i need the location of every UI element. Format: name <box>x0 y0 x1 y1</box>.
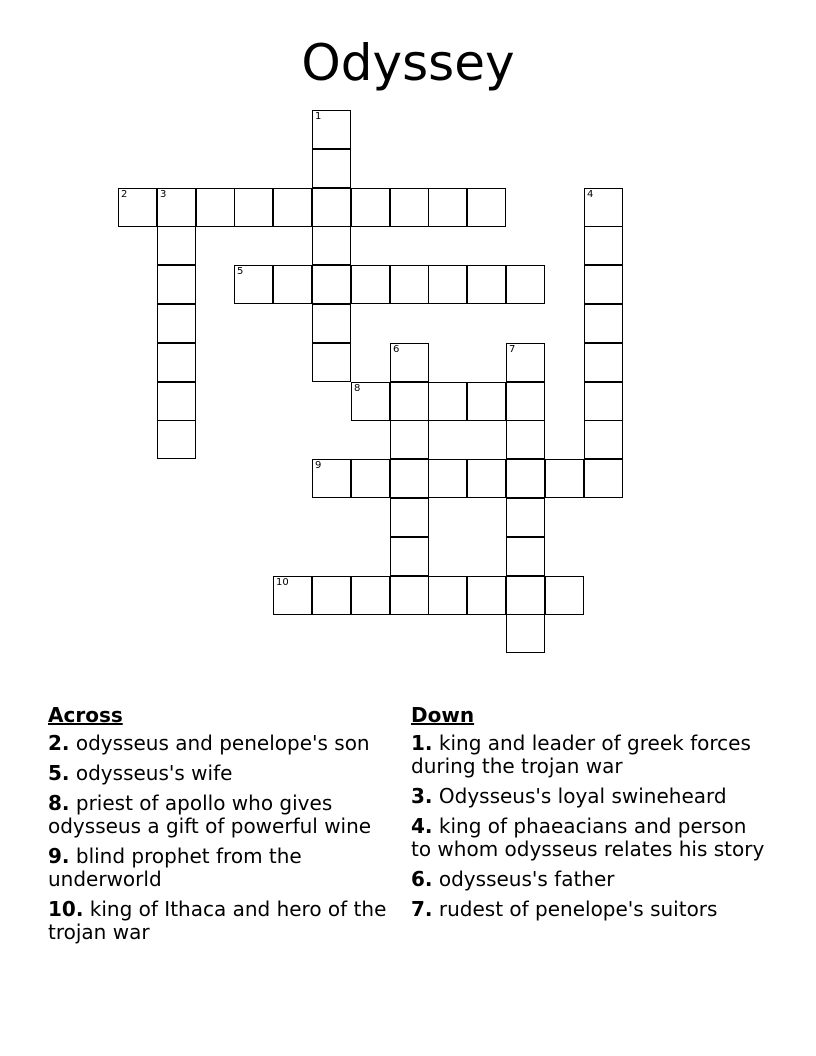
grid-cell[interactable] <box>312 188 351 227</box>
clue-down-1: 1. king and leader of greek forces during the trojan war <box>411 731 751 778</box>
grid-cell[interactable] <box>157 226 196 265</box>
grid-cell[interactable] <box>506 537 545 576</box>
grid-cell[interactable] <box>584 420 623 459</box>
grid-cell[interactable] <box>312 149 351 188</box>
grid-cell[interactable] <box>428 382 467 421</box>
across-clues <box>48 703 408 951</box>
grid-cell[interactable] <box>196 188 235 227</box>
grid-cell[interactable] <box>467 576 506 615</box>
clue-across-5: 5. odysseus's wife <box>48 761 233 785</box>
grid-cell[interactable] <box>467 188 506 227</box>
grid-cell[interactable] <box>157 343 196 382</box>
grid-cell[interactable] <box>428 459 467 498</box>
cell-number: 1 <box>315 111 322 122</box>
grid-cell[interactable] <box>157 304 196 343</box>
grid-cell[interactable] <box>390 498 429 537</box>
grid-cell[interactable] <box>584 459 623 498</box>
clue-down-6: 6. odysseus's father <box>411 867 615 891</box>
cell-number: 4 <box>587 189 594 200</box>
grid-cell[interactable] <box>506 498 545 537</box>
cell-number: 6 <box>393 344 400 355</box>
cell-number: 2 <box>121 189 128 200</box>
clue-down-4: 4. king of phaeacians and person to whom odysseus relates his story <box>411 814 765 861</box>
grid-cell[interactable] <box>506 576 545 615</box>
grid-cell[interactable] <box>584 382 623 421</box>
cell-number: 7 <box>509 344 516 355</box>
grid-cell[interactable] <box>273 188 312 227</box>
cell-number: 10 <box>276 577 289 588</box>
grid-cell[interactable] <box>390 537 429 576</box>
down-heading: Down <box>411 703 475 727</box>
grid-cell[interactable] <box>157 265 196 304</box>
grid-cell[interactable] <box>118 188 157 227</box>
cell-number: 3 <box>160 189 167 200</box>
grid-cell[interactable] <box>351 265 390 304</box>
grid-cell[interactable] <box>312 304 351 343</box>
puzzle-title: Odyssey <box>301 34 515 92</box>
grid-cell[interactable] <box>390 188 429 227</box>
clue-across-2: 2. odysseus and penelope's son <box>48 731 370 755</box>
grid-cell[interactable] <box>428 265 467 304</box>
clue-down-3: 3. Odysseus's loyal swineheard <box>411 784 727 808</box>
grid-cell[interactable] <box>506 343 545 382</box>
grid-cell[interactable] <box>467 459 506 498</box>
grid-cell[interactable] <box>584 343 623 382</box>
grid-cell[interactable] <box>584 265 623 304</box>
grid-cell[interactable] <box>584 226 623 265</box>
grid-cell[interactable] <box>467 382 506 421</box>
grid-cell[interactable] <box>234 265 273 304</box>
grid-cell[interactable] <box>506 459 545 498</box>
grid-cell[interactable] <box>312 343 351 382</box>
clue-across-10: 10. king of Ithaca and hero of the trojan war <box>48 897 387 944</box>
grid-cell[interactable] <box>351 576 390 615</box>
grid-cell[interactable] <box>506 382 545 421</box>
clue-down-7: 7. rudest of penelope's suitors <box>411 897 718 921</box>
grid-cell[interactable] <box>545 576 584 615</box>
grid-cell[interactable] <box>273 265 312 304</box>
down-clues <box>411 703 771 928</box>
grid-cell[interactable] <box>312 576 351 615</box>
grid-cell[interactable] <box>390 382 429 421</box>
across-heading: Across <box>48 703 123 727</box>
grid-cell[interactable] <box>584 304 623 343</box>
grid-cell[interactable] <box>157 420 196 459</box>
grid-cell[interactable] <box>351 382 390 421</box>
grid-cell[interactable] <box>584 188 623 227</box>
grid-cell[interactable] <box>157 382 196 421</box>
grid-cell[interactable] <box>428 576 467 615</box>
grid-cell[interactable] <box>506 420 545 459</box>
grid-cell[interactable] <box>312 110 351 149</box>
clue-across-9: 9. blind prophet from the underworld <box>48 844 302 891</box>
cell-number: 5 <box>237 266 244 277</box>
grid-cell[interactable] <box>390 576 429 615</box>
grid-cell[interactable] <box>428 188 467 227</box>
grid-cell[interactable] <box>351 188 390 227</box>
grid-cell[interactable] <box>390 459 429 498</box>
grid-cell[interactable] <box>390 420 429 459</box>
grid-cell[interactable] <box>312 265 351 304</box>
grid-cell[interactable] <box>312 226 351 265</box>
grid-cell[interactable] <box>312 459 351 498</box>
grid-cell[interactable] <box>506 614 545 653</box>
grid-cell[interactable] <box>390 265 429 304</box>
grid-cell[interactable] <box>157 188 196 227</box>
grid-cell[interactable] <box>467 265 506 304</box>
grid-cell[interactable] <box>351 459 390 498</box>
grid-cell[interactable] <box>545 459 584 498</box>
grid-cell[interactable] <box>273 576 312 615</box>
grid-cell[interactable] <box>234 188 273 227</box>
cell-number: 8 <box>354 383 361 394</box>
clue-across-8: 8. priest of apollo who gives odysseus a gift of powerful wine <box>48 791 372 838</box>
cell-number: 9 <box>315 460 322 471</box>
grid-cell[interactable] <box>390 343 429 382</box>
grid-cell[interactable] <box>506 265 545 304</box>
